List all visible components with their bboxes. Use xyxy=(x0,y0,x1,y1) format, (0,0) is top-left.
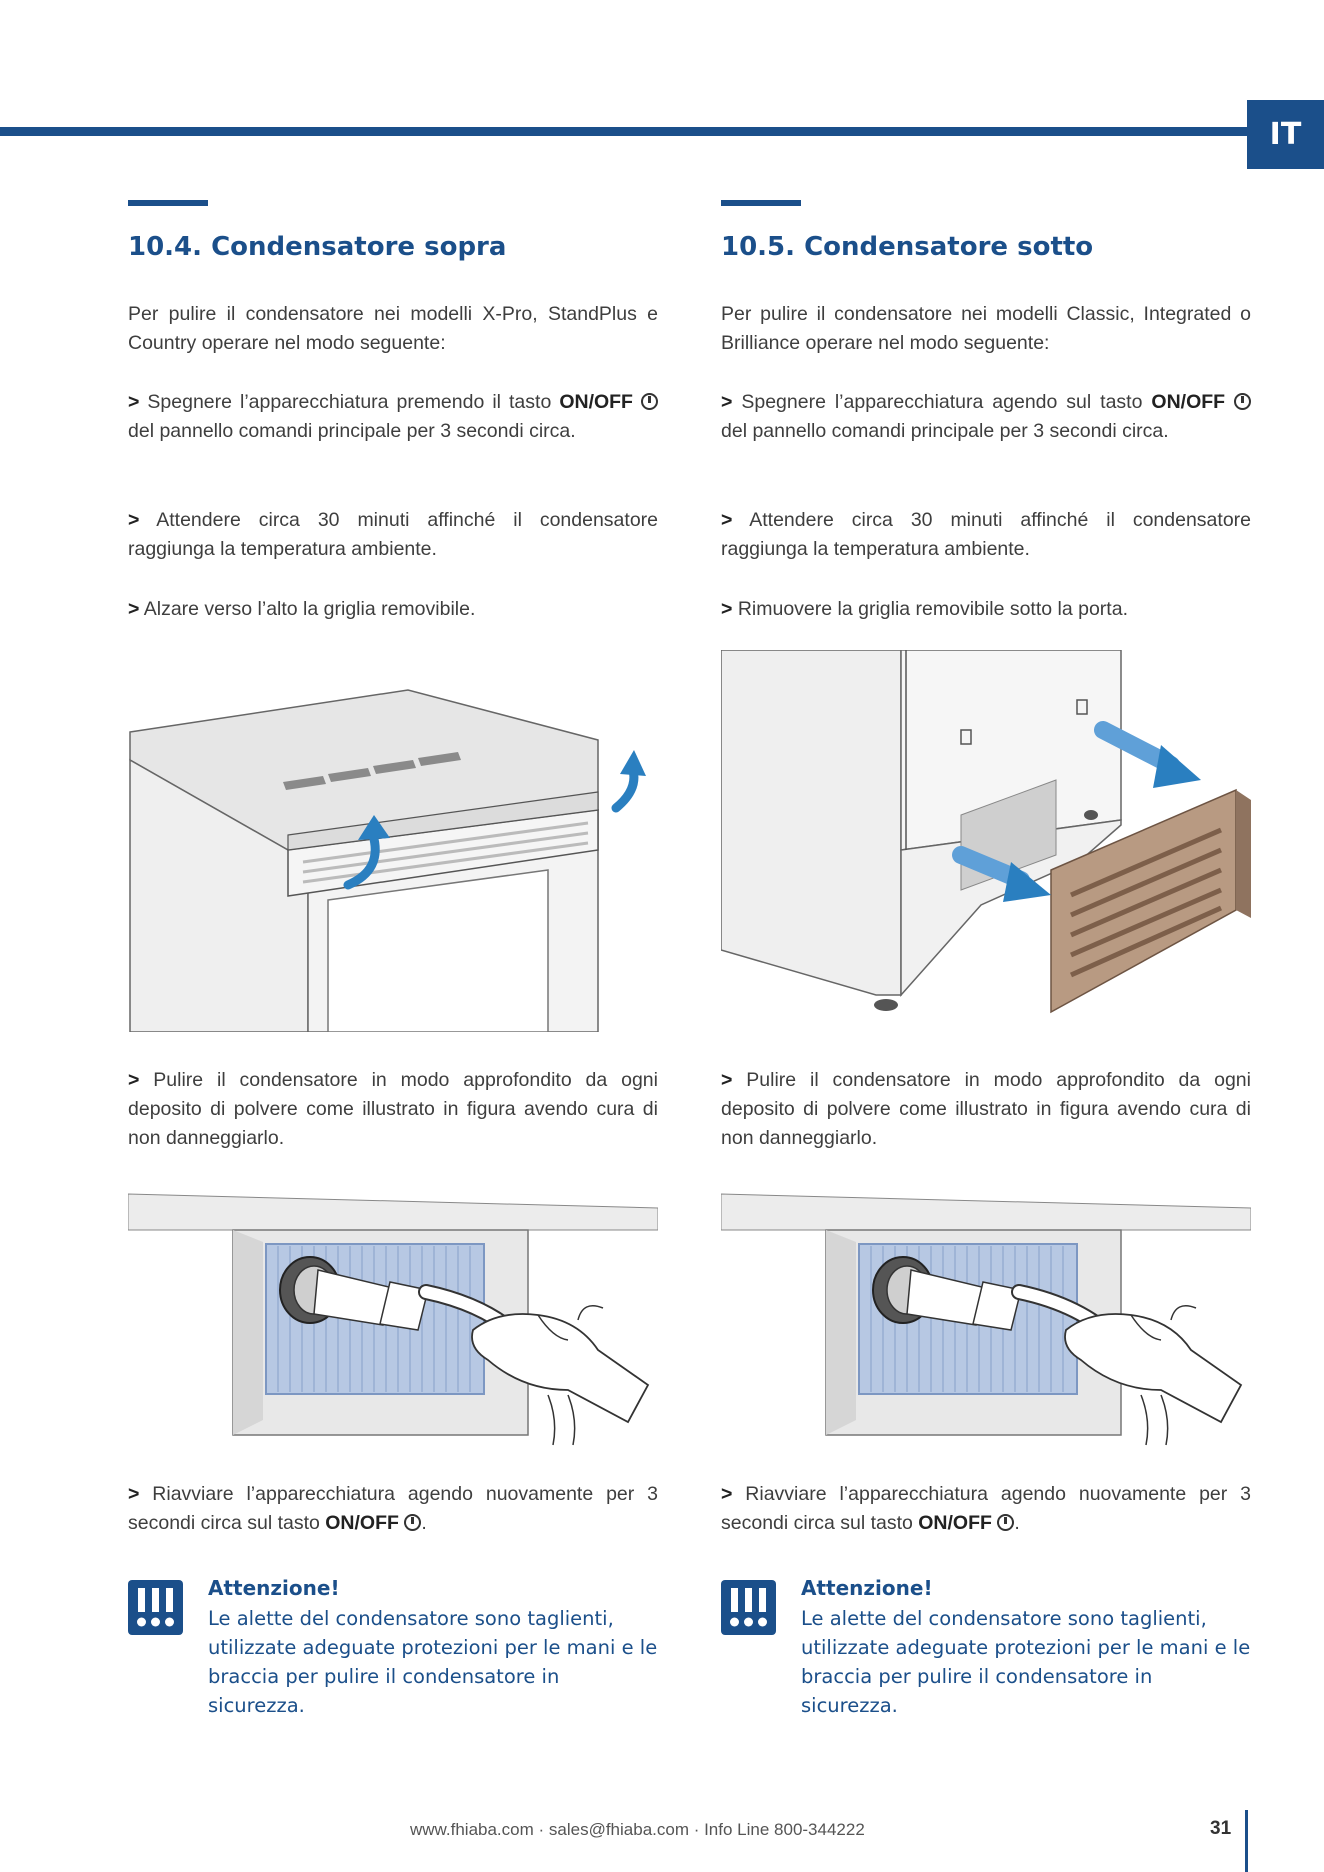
step-lift-grille xyxy=(128,595,658,624)
step-text: Pulire il condensatore in modo approfondito da ogni deposito di polvere come illustrato in figura avendo cura di non danneggiarlo. xyxy=(128,1069,658,1149)
step-text: Riavviare l’apparecchiatura agendo nuovamente per 3 secondi circa sul tasto xyxy=(721,1483,1252,1534)
warning-box xyxy=(128,1576,658,1726)
bullet-marker: > xyxy=(721,1483,733,1505)
figure-cleaning-condenser xyxy=(721,1190,1251,1450)
step-text: del pannello comandi principale per 3 secondi circa. xyxy=(721,420,1169,442)
figure-top-grille xyxy=(128,670,658,1032)
bullet-marker: > xyxy=(128,509,140,531)
step-remove-grille xyxy=(721,595,1251,624)
warning-text: Le alette del condensatore sono taglienti, utilizzate adeguate protezioni per le mani e le braccia per pulire il condensatore in sicurezza. xyxy=(801,1607,1251,1717)
step-text: Rimuovere la griglia removibile sotto la porta. xyxy=(737,598,1128,620)
section-title: 10.4. Condensatore sopra xyxy=(128,232,507,262)
bullet-marker: > xyxy=(128,1483,140,1505)
onoff-label: ON/OFF xyxy=(325,1512,399,1534)
step-text: del pannello comandi principale per 3 secondi circa. xyxy=(128,420,576,442)
power-icon xyxy=(1234,393,1251,410)
onoff-label: ON/OFF xyxy=(1151,391,1226,413)
step-clean xyxy=(721,1066,1251,1153)
step-text: Pulire il condensatore in modo approfondito da ogni deposito di polvere come illustrato in figura avendo cura di non danneggiarlo. xyxy=(721,1069,1251,1149)
bullet-marker: > xyxy=(128,598,140,620)
step-text: Attendere circa 30 minuti affinché il condensatore raggiunga la temperatura ambiente. xyxy=(721,509,1252,560)
warning-box xyxy=(721,1576,1251,1726)
power-icon xyxy=(997,1514,1014,1531)
step-text: Riavviare l’apparecchiatura agendo nuovamente per 3 secondi circa sul tasto xyxy=(128,1483,659,1534)
step-restart xyxy=(128,1480,658,1538)
warning-icon xyxy=(721,1580,776,1635)
step-switch-off xyxy=(128,388,658,446)
power-icon xyxy=(404,1514,421,1531)
page-number: 31 xyxy=(1210,1818,1232,1839)
warning-title: Attenzione! xyxy=(801,1576,933,1600)
intro-paragraph: Per pulire il condensatore nei modelli X-Pro, StandPlus e Country operare nel modo seguente: xyxy=(128,303,658,354)
onoff-label: ON/OFF xyxy=(918,1512,992,1534)
intro-paragraph: Per pulire il condensatore nei modelli Classic, Integrated o Brilliance operare nel modo seguente: xyxy=(721,303,1251,354)
footer-contact: www.fhiaba.com · sales@fhiaba.com · Info Line 800-344222 xyxy=(410,1820,865,1839)
figure-bottom-grille xyxy=(721,650,1251,1032)
bullet-marker: > xyxy=(721,391,733,413)
step-text: Attendere circa 30 minuti affinché il condensatore raggiunga la temperatura ambiente. xyxy=(128,509,659,560)
section-rule xyxy=(128,200,208,206)
step-text: . xyxy=(421,1512,427,1534)
page-number-rule xyxy=(1245,1810,1248,1872)
onoff-label: ON/OFF xyxy=(559,391,633,413)
warning-text: Le alette del condensatore sono taglienti, utilizzate adeguate protezioni per le mani e le braccia per pulire il condensatore in sicurezza. xyxy=(208,1607,658,1717)
step-wait xyxy=(721,506,1251,564)
step-text: Spegnere l’apparecchiatura premendo il tasto xyxy=(147,391,552,413)
bullet-marker: > xyxy=(721,509,733,531)
power-icon xyxy=(641,393,658,410)
bullet-marker: > xyxy=(128,391,140,413)
section-condensatore-sotto xyxy=(721,200,1252,1717)
section-rule xyxy=(721,200,801,206)
step-text: Alzare verso l’alto la griglia removibile. xyxy=(143,598,476,620)
step-text: . xyxy=(1014,1512,1020,1534)
bullet-marker: > xyxy=(128,1069,140,1091)
step-text: Spegnere l’apparecchiatura agendo sul tasto xyxy=(741,391,1143,413)
step-wait xyxy=(128,506,658,564)
header-rule xyxy=(0,127,1247,136)
step-clean xyxy=(128,1066,658,1153)
warning-title: Attenzione! xyxy=(208,1576,340,1600)
warning-icon xyxy=(128,1580,183,1635)
step-switch-off xyxy=(721,388,1251,446)
section-condensatore-sopra xyxy=(128,200,659,1717)
section-title: 10.5. Condensatore sotto xyxy=(721,232,1094,262)
language-tab: IT xyxy=(1247,100,1324,169)
bullet-marker: > xyxy=(721,598,733,620)
bullet-marker: > xyxy=(721,1069,733,1091)
figure-cleaning-condenser xyxy=(128,1190,658,1450)
step-restart xyxy=(721,1480,1251,1538)
